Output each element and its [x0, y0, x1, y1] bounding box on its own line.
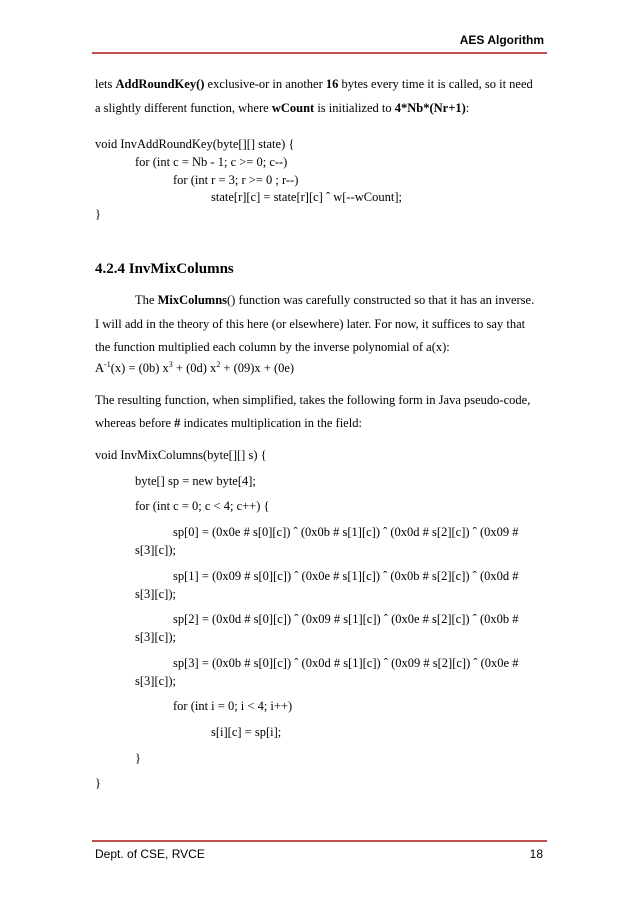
code-line: void InvAddRoundKey(byte[][] state) { — [95, 137, 295, 151]
intro-line-2: a slightly different function, where wCount is initialized to 4*Nb*(Nr+1): — [95, 101, 470, 115]
mixcolumns-term: MixColumns — [157, 293, 228, 307]
running-header: AES Algorithm — [459, 33, 544, 47]
code-line: s[i][c] = sp[i]; — [211, 725, 282, 739]
code-line: } — [95, 776, 101, 790]
code-line: sp[0] = (0x0e # s[0][c]) ˆ (0x0b # s[1][c]) ˆ (0x0d # s[2][c]) ˆ (0x09 # — [173, 525, 519, 539]
footer-rule — [92, 840, 547, 842]
code-line: s[3][c]); — [135, 674, 176, 688]
code-line: void InvMixColumns(byte[][] s) { — [95, 448, 267, 462]
code-line: state[r][c] = state[r][c] ˆ w[--wCount]; — [211, 190, 402, 204]
code-line: sp[1] = (0x09 # s[0][c]) ˆ (0x0e # s[1][c]) ˆ (0x0b # s[2][c]) ˆ (0x0d # — [173, 569, 519, 583]
code-line: } — [135, 751, 141, 765]
code-line: s[3][c]); — [135, 630, 176, 644]
page-number: 18 — [529, 847, 543, 861]
inverse-polynomial-formula: $A^{-1}(x) = (0b) x^3 + (0d) x^2 + (09)x + (0e)$ — [95, 359, 295, 375]
intro-line-1: lets AddRoundKey() exclusive-or in another 16 bytes every time it is called, so it need — [95, 77, 533, 91]
para1-line-2: I will add in the theory of this here (or elsewhere) later. For now, it suffices to say that — [95, 317, 526, 331]
code-line: } — [95, 207, 101, 221]
para1-line-3: the function multiplied each column by the inverse polynomial of a(x): — [95, 340, 450, 354]
code-line: for (int r = 3; r >= 0 ; r--) — [173, 173, 299, 187]
header-rule — [92, 52, 547, 54]
code-line: for (int c = Nb - 1; c >= 0; c--) — [135, 155, 288, 169]
code-line: s[3][c]); — [135, 543, 176, 557]
code-line: sp[2] = (0x0d # s[0][c]) ˆ (0x09 # s[1][c]) ˆ (0x0e # s[2][c]) ˆ (0x0b # — [173, 612, 519, 626]
code-line: for (int c = 0; c < 4; c++) { — [135, 499, 270, 513]
footer-department: Dept. of CSE, RVCE — [95, 847, 205, 861]
code-line: s[3][c]); — [135, 587, 176, 601]
addroundkey-term: AddRoundKey() — [115, 77, 205, 91]
code-line: byte[] sp = new byte[4]; — [135, 474, 256, 488]
section-heading: 4.2.4 InvMixColumns — [95, 261, 234, 277]
wcount-term: wCount — [271, 101, 315, 115]
code-line: for (int i = 0; i < 4; i++) — [173, 699, 293, 713]
hash-operator: # — [174, 416, 181, 430]
para1-line-1: The MixColumns() function was carefully constructed so that it has an inverse. — [135, 293, 535, 307]
para2-line-2: whereas before # indicates multiplication in the field: — [95, 416, 362, 430]
code-line: sp[3] = (0x0b # s[0][c]) ˆ (0x0d # s[1][c]) ˆ (0x09 # s[2][c]) ˆ (0x0e # — [173, 656, 519, 670]
para2-line-1: The resulting function, when simplified, takes the following form in Java pseudo-code, — [95, 393, 531, 407]
